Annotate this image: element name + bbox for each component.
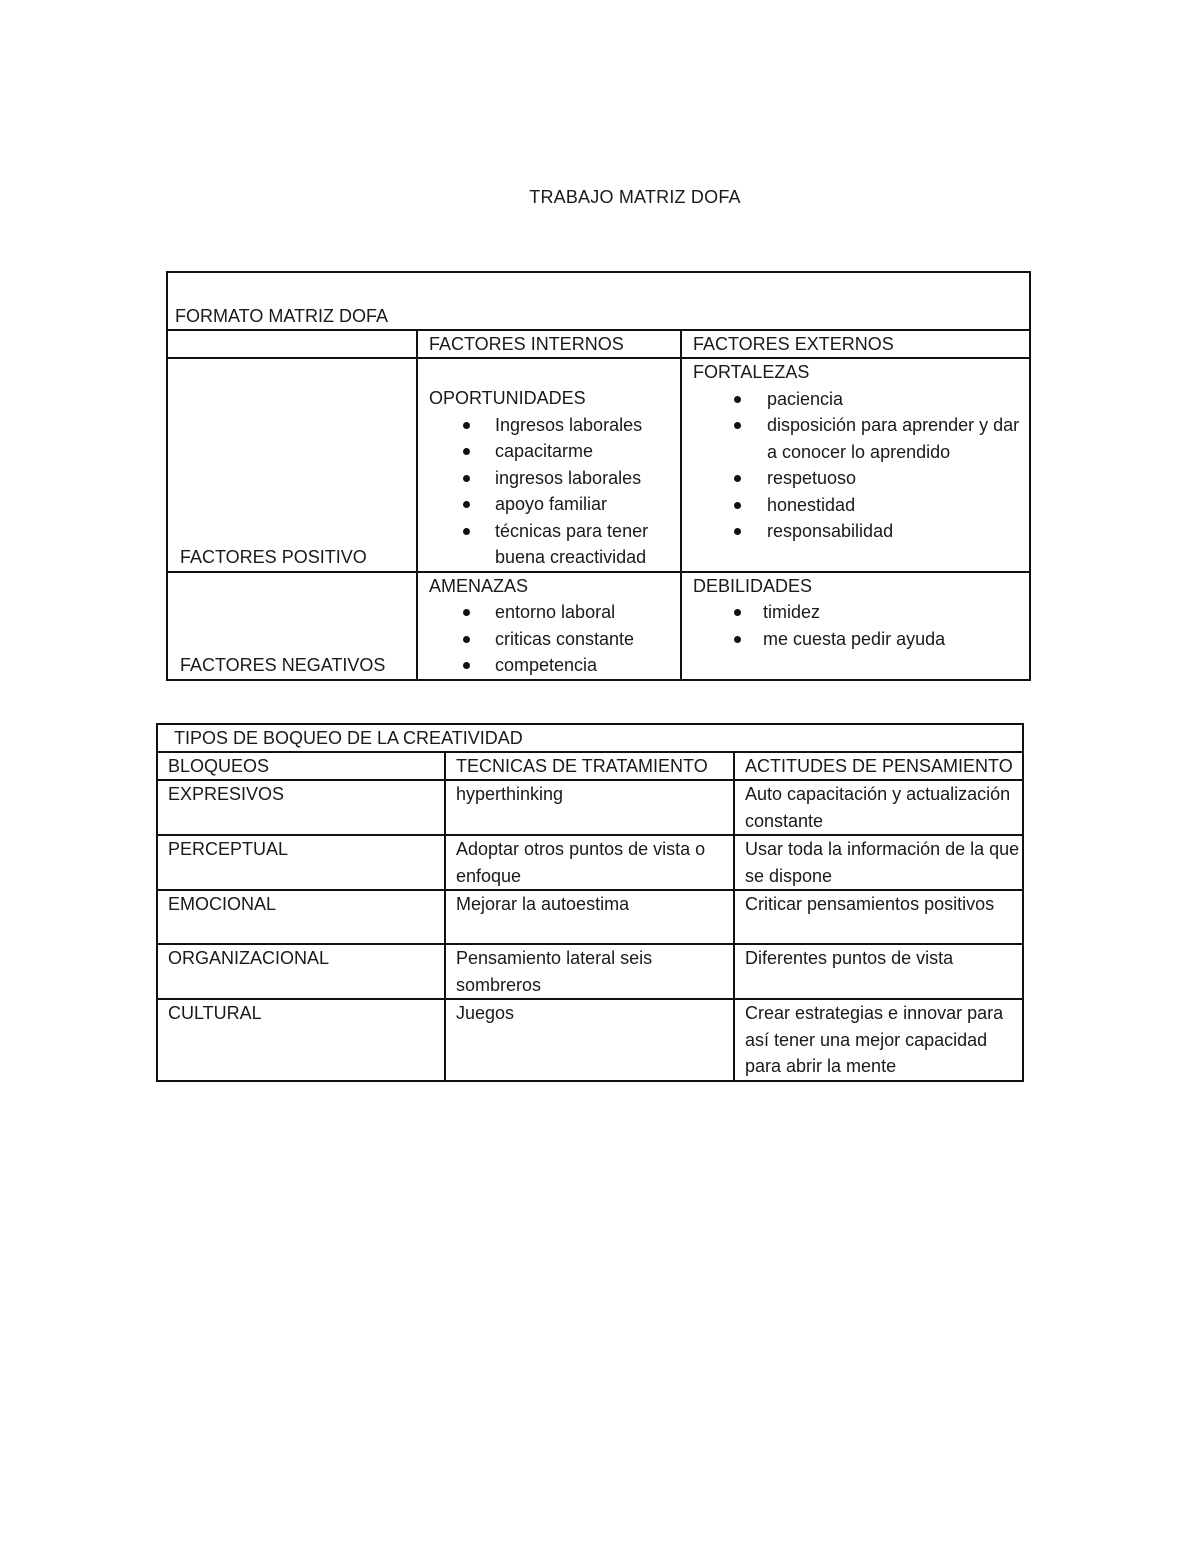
cell-actitud: Crear estrategias e innovar para así tener una mejor capacidad para abrir la mente [734,999,1023,1081]
list-item: entorno laboral [429,599,680,626]
header-bloqueos: BLOQUEOS [157,752,445,780]
list-item: disposición para aprender y dar a conocer lo aprendido [693,412,1029,465]
dofa-heading: FORMATO MATRIZ DOFA [167,272,1030,330]
cell-bloqueo: ORGANIZACIONAL [157,944,445,999]
cell-actitud: Auto capacitación y actualización constante [734,780,1023,835]
fortalezas-title: FORTALEZAS [693,362,810,382]
list-item: honestidad [693,492,1029,519]
row-factores-positivo: FACTORES POSITIVO [167,358,417,572]
cell-tecnica: hyperthinking [445,780,734,835]
dofa-matrix-table [166,271,1031,681]
cell-bloqueo: CULTURAL [157,999,445,1081]
oportunidades-title: OPORTUNIDADES [429,388,586,408]
page-title: TRABAJO MATRIZ DOFA [529,187,741,207]
list-item: ingresos laborales [429,465,680,492]
amenazas-cell [417,572,681,680]
cell-bloqueo: EMOCIONAL [157,890,445,944]
bloqueos-heading: TIPOS DE BOQUEO DE LA CREATIVIDAD [157,724,1023,752]
fortalezas-list [693,386,1029,545]
oportunidades-list [429,412,680,571]
list-item: criticas constante [429,626,680,653]
debilidades-title: DEBILIDADES [693,575,813,596]
empty-header-cell [167,330,417,358]
cell-actitud: Usar toda la información de la que se dispone [734,835,1023,890]
list-item: Ingresos laborales [429,412,680,439]
oportunidades-cell [417,358,681,572]
list-item: responsabilidad [693,518,1029,545]
list-item: capacitarme [429,438,680,465]
list-item: respetuoso [693,465,1029,492]
amenazas-list [429,599,680,679]
debilidades-cell [681,572,1030,680]
list-item: competencia [429,652,680,679]
table-row [157,890,1023,944]
fortalezas-cell [681,358,1030,572]
cell-tecnica: Juegos [445,999,734,1081]
amenazas-title: AMENAZAS [429,575,529,596]
cell-bloqueo: EXPRESIVOS [157,780,445,835]
table-row [157,944,1023,999]
list-item: técnicas para tener buena creactividad [429,518,680,571]
table-row [157,835,1023,890]
cell-actitud: Criticar pensamientos positivos [734,890,1023,944]
header-actitudes: ACTITUDES DE PENSAMIENTO [734,752,1023,780]
row-factores-negativos: FACTORES NEGATIVOS [167,572,417,680]
cell-tecnica: Adoptar otros puntos de vista o enfoque [445,835,734,890]
cell-tecnica: Mejorar la autoestima [445,890,734,944]
cell-tecnica: Pensamiento lateral seis sombreros [445,944,734,999]
bloqueos-table [156,723,1024,1082]
table-row [157,780,1023,835]
cell-actitud: Diferentes puntos de vista [734,944,1023,999]
col-factores-internos: FACTORES INTERNOS [417,330,681,358]
list-item: apoyo familiar [429,491,680,518]
table-row [157,999,1023,1081]
col-factores-externos: FACTORES EXTERNOS [681,330,1030,358]
debilidades-list [693,599,1029,652]
list-item: me cuesta pedir ayuda [693,626,1029,653]
list-item: paciencia [693,386,1029,413]
cell-bloqueo: PERCEPTUAL [157,835,445,890]
list-item: timidez [693,599,1029,626]
header-tecnicas: TECNICAS DE TRATAMIENTO [445,752,734,780]
